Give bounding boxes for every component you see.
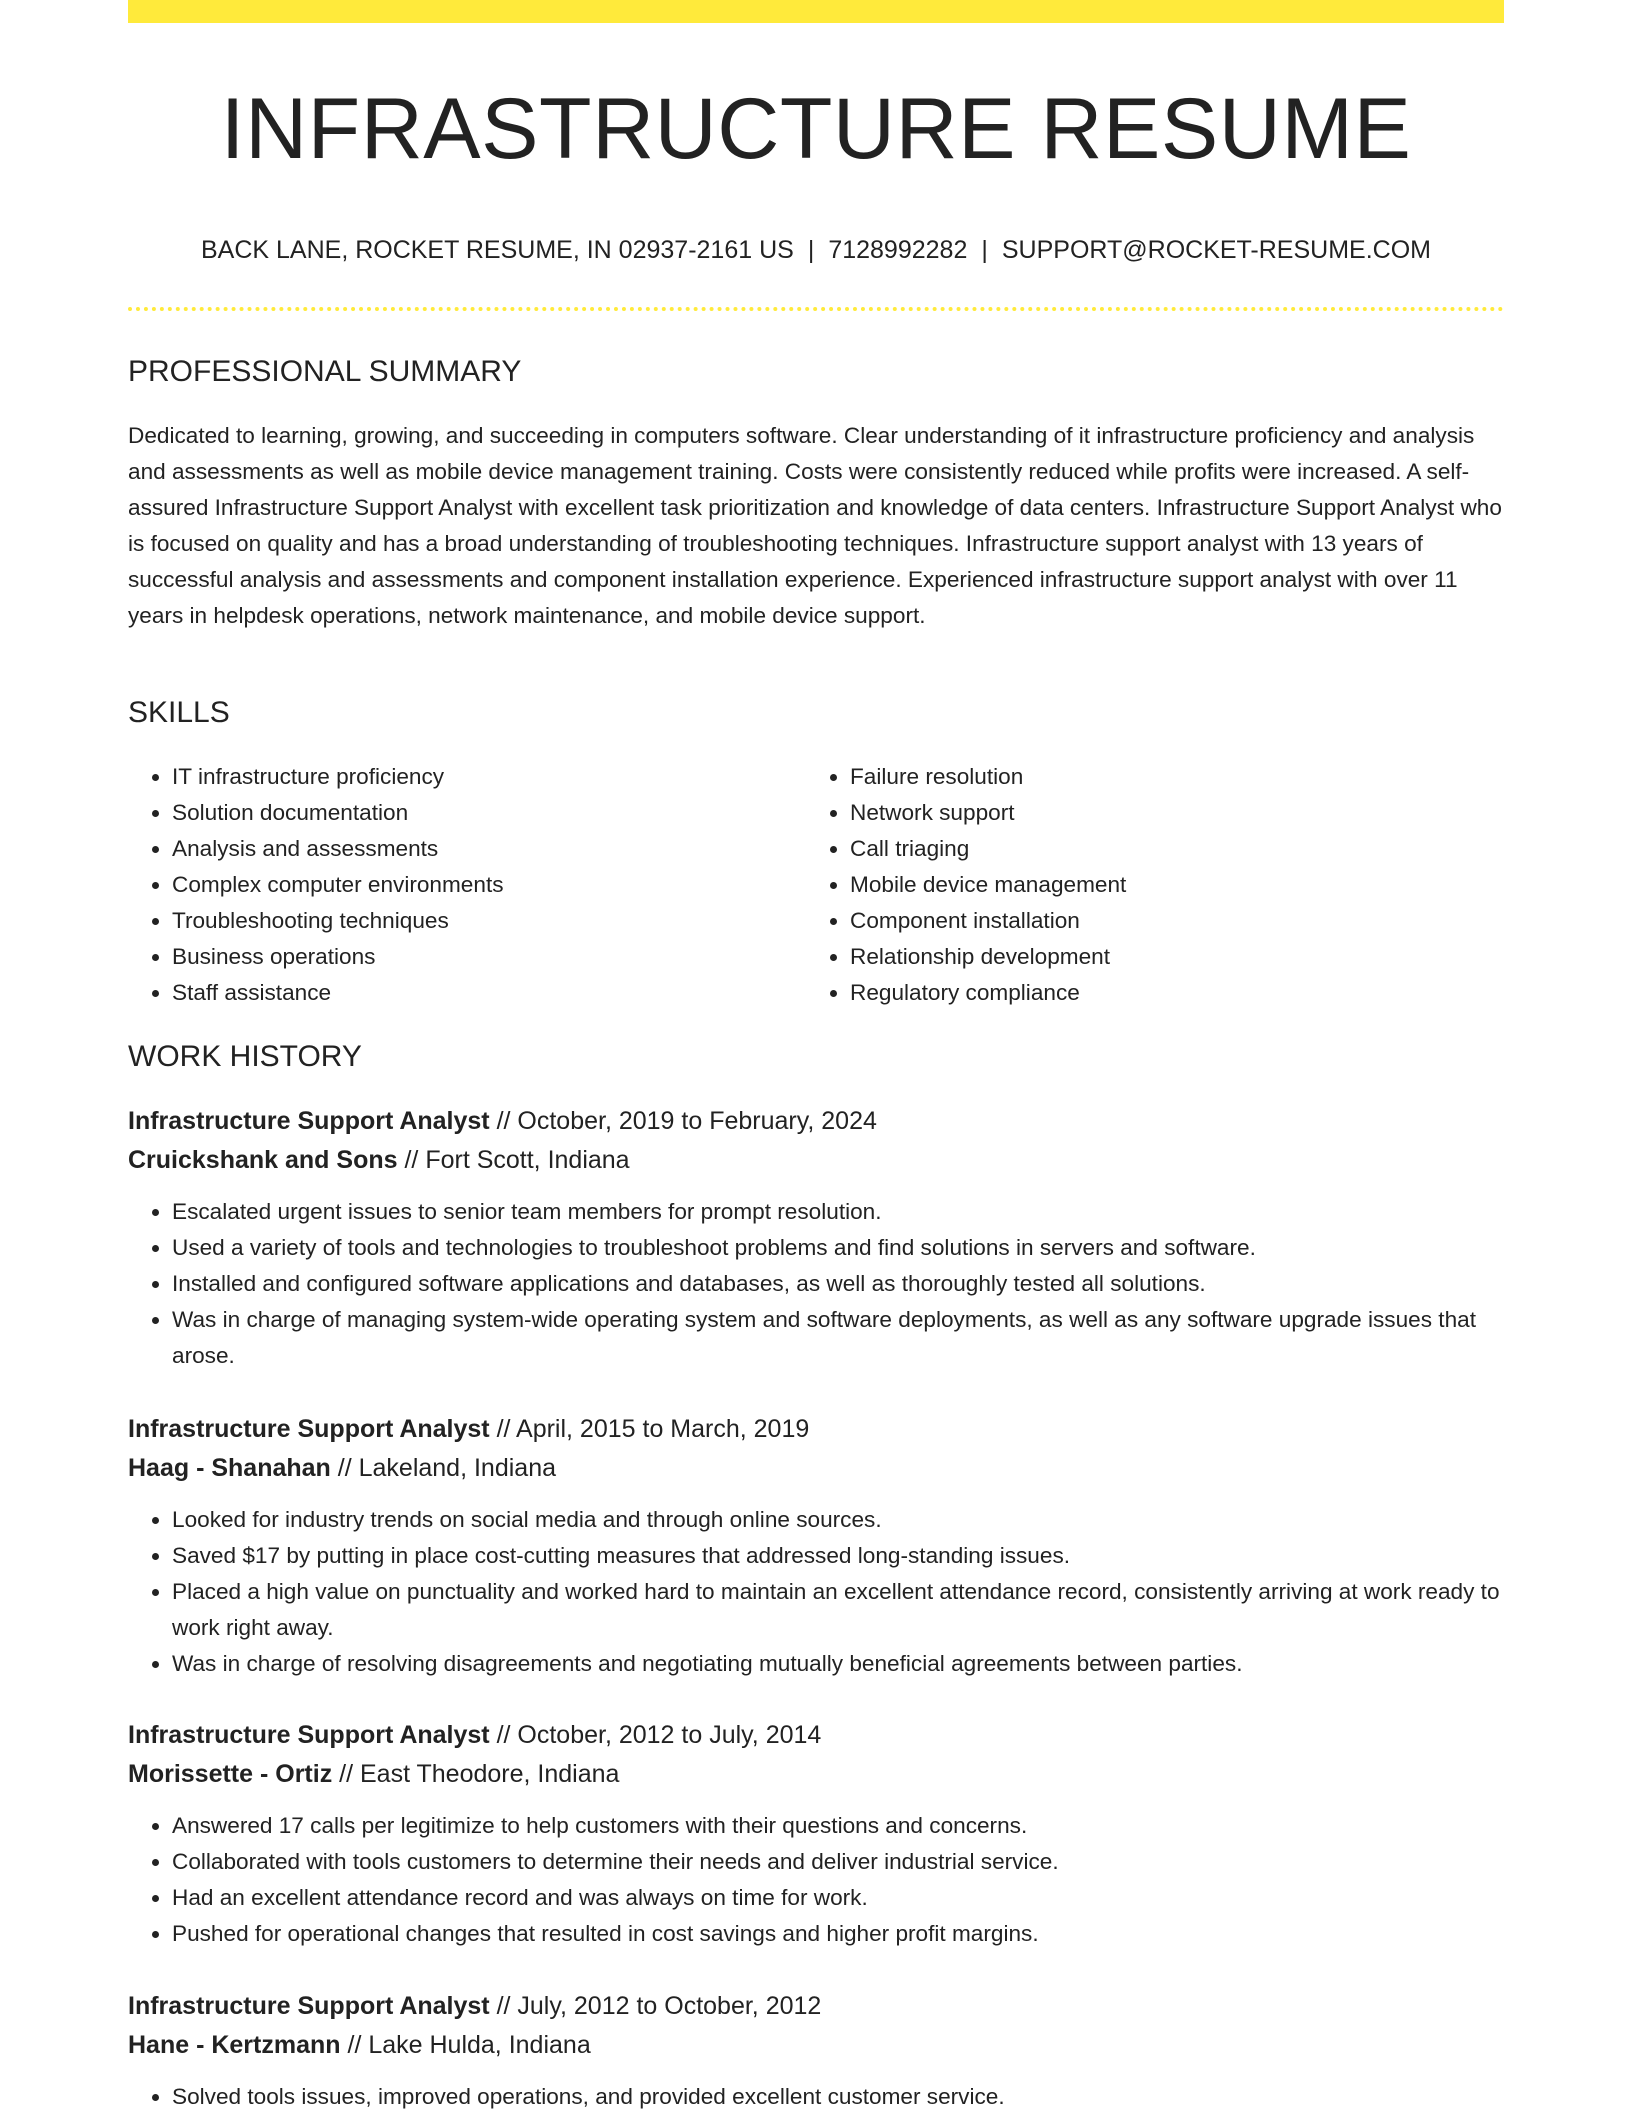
job-entry	[128, 1102, 1504, 1374]
job-bullet: • Escalated urgent issues to senior team members for prompt resolution.	[172, 1194, 1504, 1230]
job-dates: // April, 2015 to March, 2019	[489, 1415, 810, 1443]
job-company: Cruickshank and Sons	[128, 1146, 398, 1174]
job-dates: // July, 2012 to October, 2012	[489, 1992, 822, 2020]
job-entry	[128, 1987, 1504, 2115]
job-bullet: • Answered 17 calls per legitimize to help customers with their questions and concerns.	[172, 1808, 1504, 1844]
job-entry	[128, 1410, 1504, 1682]
job-title-line	[128, 1102, 1504, 1141]
job-role: Infrastructure Support Analyst	[128, 1415, 490, 1443]
skills-list-right	[806, 759, 1470, 1011]
job-location: // Lakeland, Indiana	[330, 1454, 556, 1482]
top-accent-bar	[128, 0, 1504, 23]
job-location: // East Theodore, Indiana	[332, 1760, 620, 1788]
job-bullet: • Pushed for operational changes that resulted in cost savings and higher profit margins.	[172, 1916, 1504, 1952]
job-location: // Fort Scott, Indiana	[397, 1146, 630, 1174]
job-company-line	[128, 1141, 1504, 1180]
summary-text: Dedicated to learning, growing, and succeeding in computers software. Clear understanding of it infrastructure proficiency and analysis and assessments as well as mobile device management training. Costs were consistently reduced while profits were increased. A self-assured Infrastructure Support Analyst with excellent task prioritization and knowledge of data centers. Infrastructure Support Analyst who is focused on quality and has a broad understanding of troubleshooting techniques. Infrastructure support analyst with 13 years of successful analysis and assessments and component installation experience. Experienced infrastructure support analyst with over 11 years in helpdesk operations, network maintenance, and mobile device support.	[128, 423, 1502, 628]
contact-phone: 7128992282	[828, 236, 968, 264]
job-role: Infrastructure Support Analyst	[128, 1721, 490, 1749]
skill-item: • Solution documentation	[172, 795, 792, 831]
skill-item: • Complex computer environments	[172, 867, 792, 903]
skill-item: • Relationship development	[850, 939, 1470, 975]
header-divider	[128, 307, 1504, 311]
job-bullets	[128, 1808, 1504, 1952]
job-bullet: • Installed and configured software applications and databases, as well as thoroughly tested all solutions.	[172, 1266, 1504, 1302]
contact-address: BACK LANE, ROCKET RESUME, IN 02937-2161 US	[200, 236, 794, 264]
job-bullets	[128, 1502, 1504, 1682]
skill-item: • Troubleshooting techniques	[172, 903, 792, 939]
skill-item: • Network support	[850, 795, 1470, 831]
contact-separator: |	[807, 236, 815, 264]
contact-separator: |	[981, 236, 988, 264]
contact-line	[128, 236, 1504, 265]
summary-heading: PROFESSIONAL SUMMARY	[128, 355, 522, 388]
job-title-line	[128, 1410, 1504, 1449]
work-history-heading: WORK HISTORY	[128, 1040, 362, 1073]
job-bullets	[128, 1194, 1504, 1374]
job-title-line	[128, 1716, 1504, 1755]
skills-list-left	[128, 759, 792, 1011]
job-company-line	[128, 1449, 1504, 1488]
job-bullet: • Was in charge of managing system-wide operating system and software deployments, as well as any software upgrade issues that arose.	[172, 1302, 1504, 1374]
job-dates: // October, 2019 to February, 2024	[489, 1107, 877, 1135]
skill-item: • Component installation	[850, 903, 1470, 939]
candidate-name: INFRASTRUCTURE RESUME	[220, 81, 1412, 177]
job-role: Infrastructure Support Analyst	[128, 1107, 490, 1135]
job-bullet: • Was in charge of resolving disagreements and negotiating mutually beneficial agreements between parties.	[172, 1646, 1504, 1682]
skill-item: • Call triaging	[850, 831, 1470, 867]
job-role: Infrastructure Support Analyst	[128, 1992, 490, 2020]
skill-item: • IT infrastructure proficiency	[172, 759, 792, 795]
job-bullet: • Collaborated with tools customers to determine their needs and deliver industrial service.	[172, 1844, 1504, 1880]
job-entry	[128, 1716, 1504, 1952]
job-bullets	[128, 2079, 1504, 2115]
job-company-line	[128, 1755, 1504, 1794]
job-dates: // October, 2012 to July, 2014	[489, 1721, 822, 1749]
job-bullet: • Placed a high value on punctuality and worked hard to maintain an excellent attendance record, consistently arriving at work ready to work right away.	[172, 1574, 1504, 1646]
skill-item: • Failure resolution	[850, 759, 1470, 795]
job-bullet: • Solved tools issues, improved operations, and provided excellent customer service.	[172, 2079, 1504, 2115]
job-location: // Lake Hulda, Indiana	[340, 2031, 591, 2059]
job-company-line	[128, 2026, 1504, 2065]
skills-heading: SKILLS	[128, 696, 230, 729]
skill-item: • Mobile device management	[850, 867, 1470, 903]
job-bullet: • Used a variety of tools and technologies to troubleshoot problems and find solutions in servers and software.	[172, 1230, 1504, 1266]
job-company: Haag - Shanahan	[128, 1454, 331, 1482]
skill-item: • Analysis and assessments	[172, 831, 792, 867]
skill-item: • Regulatory compliance	[850, 975, 1470, 1011]
job-company: Hane - Kertzmann	[128, 2031, 341, 2059]
job-title-line	[128, 1987, 1504, 2026]
job-bullet: • Saved $17 by putting in place cost-cutting measures that addressed long-standing issues.	[172, 1538, 1504, 1574]
job-company: Morissette - Ortiz	[128, 1760, 333, 1788]
skill-item: • Business operations	[172, 939, 792, 975]
skill-item: • Staff assistance	[172, 975, 792, 1011]
job-bullet: • Had an excellent attendance record and was always on time for work.	[172, 1880, 1504, 1916]
contact-email: SUPPORT@ROCKET-RESUME.COM	[1001, 236, 1431, 264]
job-bullet: • Looked for industry trends on social media and through online sources.	[172, 1502, 1504, 1538]
